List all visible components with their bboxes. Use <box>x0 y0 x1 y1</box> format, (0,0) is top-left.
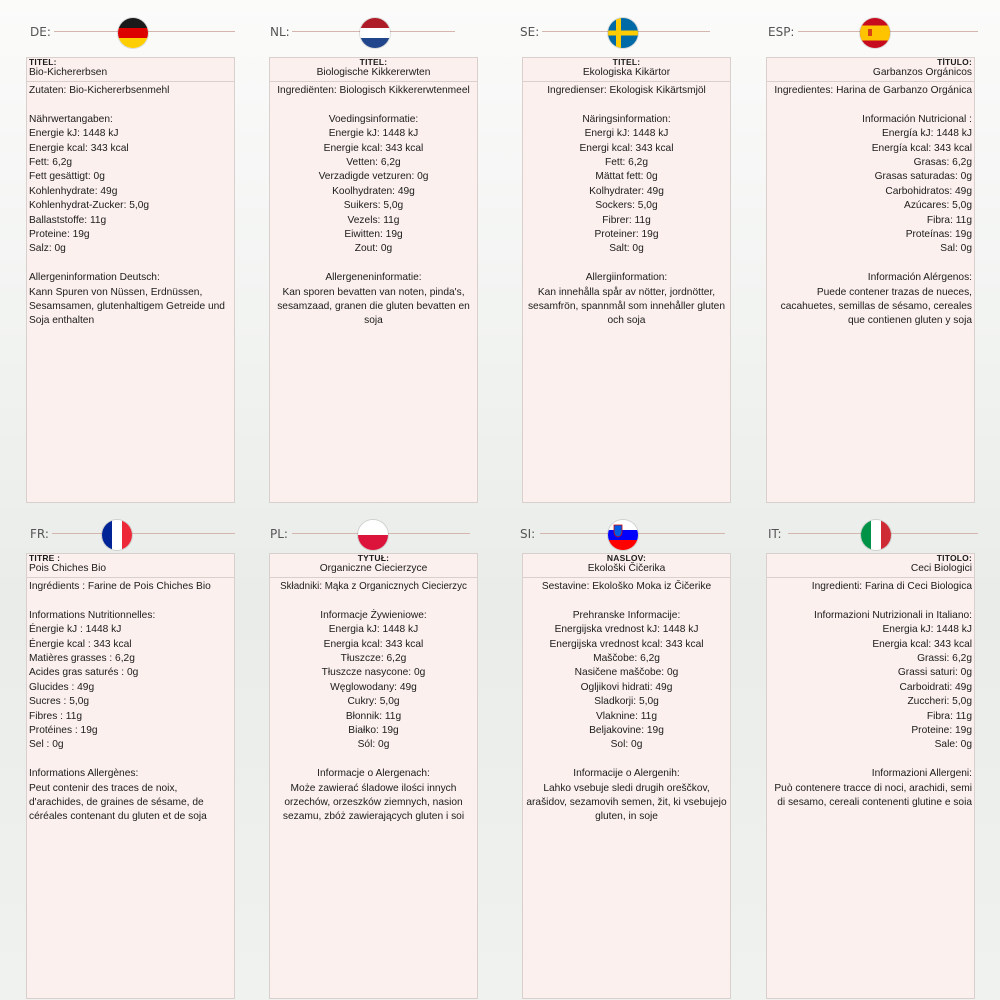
nutrition-line: Fett: 6,2g <box>604 157 649 169</box>
nutrition-line: Eiwitten: 19g <box>344 229 403 241</box>
nutrition-heading: Nährwertangaben: <box>29 113 113 125</box>
sweden-flag-icon <box>608 18 638 48</box>
allergen-text: Kan innehålla spår av nötter, jordnötter, sesamfrön, spannmål som innehåller gluten och soja <box>527 286 726 327</box>
ingredients: Zutaten: Bio-Kichererbsenmehl <box>29 85 170 96</box>
info-card-esp <box>766 57 975 503</box>
nutrition-line: Beljakovine: 19g <box>589 725 664 737</box>
poland-flag-icon <box>358 520 388 550</box>
allergen-text: Puede contener trazas de nueces, cacahuetes, semillas de sésamo, cereales que contienen gluten y soja <box>780 286 972 327</box>
nutrition-line: Énergie kJ : 1448 kJ <box>29 624 122 636</box>
nutrition-line: Kohlenhydrat-Zucker: 5,0g <box>29 200 150 212</box>
title-label: TITRE : <box>29 553 61 563</box>
nutrition-line: Fibra: 11g <box>926 214 972 226</box>
allergen-heading: Allergiinformation: <box>585 272 668 284</box>
nutrition-line: Sale: 0g <box>934 739 972 751</box>
product-title: Ekologiska Kikärtor <box>523 66 730 82</box>
header-se <box>520 18 710 52</box>
ingredients: Ingredienti: Farina di Ceci Biologica <box>811 581 972 592</box>
header-de <box>30 18 235 52</box>
language-code: SI: <box>520 527 536 541</box>
nutrition-heading: Informazioni Nutrizionali in Italiano: <box>814 609 972 621</box>
header-esp <box>768 18 978 52</box>
title-label: TITEL: <box>29 57 57 67</box>
nutrition-heading: Informacje Żywieniowe: <box>320 609 427 621</box>
header-fr <box>30 520 235 554</box>
nutrition-line: Energie kJ: 1448 kJ <box>328 128 419 140</box>
nutrition-line: Fibrer: 11g <box>602 214 651 226</box>
allergen-heading: Allergeninformation Deutsch: <box>29 272 160 284</box>
nutrition-line: Maščobe: 6,2g <box>593 653 660 665</box>
product-title: Garbanzos Orgánicos <box>767 66 974 82</box>
nutrition-heading: Informations Nutritionnelles: <box>29 609 156 621</box>
nutrition-line: Białko: 19g <box>348 725 399 737</box>
nutrition-heading: Näringsinformation: <box>582 113 671 125</box>
nutrition-line: Salt: 0g <box>609 243 644 255</box>
nutrition-line: Energia kcal: 343 kcal <box>872 638 972 650</box>
language-code: ESP: <box>768 25 795 39</box>
nutrition-line: Fett gesättigt: 0g <box>29 171 105 183</box>
info-card-it <box>766 553 975 999</box>
header-it <box>768 520 978 554</box>
italy-flag-icon <box>861 520 891 550</box>
nutrition-line: Fett: 6,2g <box>29 157 73 169</box>
product-title: Biologische Kikkererwten <box>270 66 477 82</box>
allergen-text: Kan sporen bevatten van noten, pinda's, sesamzaad, granen die gluten bevatten en soja <box>277 286 470 327</box>
allergen-heading: Informations Allergènes: <box>29 768 139 780</box>
product-title: Ceci Biologici <box>767 562 974 578</box>
nutrition-line: Cukry: 5,0g <box>347 696 400 708</box>
nutrition-line: Protéines : 19g <box>29 725 98 737</box>
nutrition-line: Grasas: 6,2g <box>913 157 972 169</box>
ingredients: Ingrédients : Farine de Pois Chiches Bio <box>29 581 211 592</box>
nutrition-line: Grasas saturadas: 0g <box>874 171 972 183</box>
nutrition-line: Proteine: 19g <box>911 725 972 737</box>
language-code: SE: <box>520 25 540 39</box>
allergen-text: Peut contenir des traces de noix, d'arachides, de graines de sésame, de céréales contenant du gluten et de soja <box>29 782 207 823</box>
nutrition-line: Sól: 0g <box>357 739 390 751</box>
nutrition-line: Sel : 0g <box>29 739 64 751</box>
nutrition-line: Azúcares: 5,0g <box>904 200 972 212</box>
nutrition-line: Salz: 0g <box>29 243 66 255</box>
germany-flag-icon <box>118 18 148 48</box>
language-code: PL: <box>270 527 288 541</box>
allergen-heading: Informacje o Alergenach: <box>317 768 430 780</box>
nutrition-line: Energía kJ: 1448 kJ <box>881 128 972 140</box>
title-label: TITOLO: <box>936 553 972 563</box>
ingredients: Składniki: Mąka z Organicznych Ciecierzyc <box>280 581 467 592</box>
nutrition-line: Proteine: 19g <box>29 229 90 241</box>
product-title: Bio-Kichererbsen <box>27 66 234 82</box>
nutrition-line: Matières grasses : 6,2g <box>29 653 135 665</box>
nutrition-line: Fibra: 11g <box>926 710 972 722</box>
info-card-nl <box>269 57 478 503</box>
info-card-fr <box>26 553 235 999</box>
language-code: IT: <box>768 527 782 541</box>
language-code: DE: <box>30 25 51 39</box>
nutrition-line: Kohlenhydrate: 49g <box>29 185 118 197</box>
product-title: Pois Chiches Bio <box>27 562 234 578</box>
info-card-si <box>522 553 731 999</box>
product-title: Ekološki Čičerika <box>523 562 730 578</box>
nutrition-line: Zuccheri: 5,0g <box>907 696 972 708</box>
nutrition-line: Sol: 0g <box>610 739 643 751</box>
nutrition-line: Energie kcal: 343 kcal <box>29 142 129 154</box>
info-card-se <box>522 57 731 503</box>
nutrition-line: Vlaknine: 11g <box>596 710 657 722</box>
nutrition-line: Energi kcal: 343 kcal <box>579 142 674 154</box>
allergen-text: Może zawierać śladowe ilości innych orzechów, orzeszków ziemnych, nasion sezamu, zbóż zawierających gluten i soi <box>282 782 465 823</box>
nutrition-line: Zout: 0g <box>354 243 393 255</box>
nutrition-line: Énergie kcal : 343 kcal <box>29 638 132 650</box>
nutrition-line: Tłuszcze: 6,2g <box>340 653 407 665</box>
nutrition-line: Nasičene maščobe: 0g <box>574 667 679 679</box>
divider <box>52 533 235 534</box>
nutrition-line: Verzadigde vetzuren: 0g <box>318 171 429 183</box>
nutrition-line: Proteínas: 19g <box>905 229 972 241</box>
nutrition-line: Vezels: 11g <box>347 214 400 226</box>
nutrition-line: Koolhydraten: 49g <box>332 185 415 197</box>
nutrition-line: Energie kJ: 1448 kJ <box>29 128 119 140</box>
nutrition-line: Ballaststoffe: 11g <box>29 214 107 226</box>
nutrition-line: Glucides : 49g <box>29 681 95 693</box>
nutrition-line: Grassi saturi: 0g <box>897 667 972 679</box>
slovenia-flag-icon <box>608 520 638 550</box>
nutrition-line: Energia kJ: 1448 kJ <box>882 624 972 636</box>
nutrition-line: Grassi: 6,2g <box>917 653 972 665</box>
nutrition-line: Fibres : 11g <box>29 710 83 722</box>
nutrition-line: Vetten: 6,2g <box>346 157 401 169</box>
allergen-heading: Información Alérgenos: <box>867 272 972 284</box>
title-label: NASLOV: <box>606 553 647 563</box>
nutrition-line: Ogljikovi hidrati: 49g <box>580 681 673 693</box>
netherlands-flag-icon <box>360 18 390 48</box>
allergen-text: Può contenere tracce di noci, arachidi, semi di sesamo, cereali contenenti glutine e soia <box>774 782 972 809</box>
nutrition-line: Energijska vrednost kcal: 343 kcal <box>549 638 704 650</box>
nutrition-line: Energia kJ: 1448 kJ <box>328 624 419 636</box>
spain-flag-icon <box>860 18 890 48</box>
nutrition-line: Proteiner: 19g <box>594 229 659 241</box>
allergen-text: Lahko vsebuje sledi drugih oreščkov, arašidov, sezamovih semen, žit, ki vsebujejo gluten, in soje <box>526 782 727 823</box>
nutrition-line: Węglowodany: 49g <box>330 681 417 693</box>
nutrition-heading: Prehranske Informacije: <box>572 609 681 621</box>
nutrition-line: Energia kcal: 343 kcal <box>323 638 424 650</box>
allergen-text: Kann Spuren von Nüssen, Erdnüssen, Sesamsamen, glutenhaltigem Getreide und Soja enthalten <box>29 286 225 327</box>
title-label: TYTUŁ: <box>357 553 390 563</box>
nutrition-line: Carbohidratos: 49g <box>885 185 972 197</box>
header-pl <box>270 520 470 554</box>
nutrition-line: Sladkorji: 5,0g <box>594 696 659 708</box>
ingredients: Sestavine: Ekološko Moka iz Čičerike <box>541 581 712 592</box>
nutrition-line: Sockers: 5,0g <box>595 200 658 212</box>
language-code: FR: <box>30 527 49 541</box>
nutrition-heading: Voedingsinformatie: <box>328 113 419 125</box>
nutrition-line: Tłuszcze nasycone: 0g <box>321 667 426 679</box>
allergen-heading: Informacije o Alergenih: <box>573 768 680 780</box>
header-nl <box>270 18 455 52</box>
language-code: NL: <box>270 25 290 39</box>
info-card-de <box>26 57 235 503</box>
product-title: Organiczne Ciecierzyce <box>270 562 477 578</box>
nutrition-line: Energijska vrednost kJ: 1448 kJ <box>554 624 699 636</box>
title-label: TITEL: <box>612 57 641 67</box>
ingredients: Ingredienser: Ekologisk Kikärtsmjöl <box>547 85 706 96</box>
nutrition-line: Błonnik: 11g <box>345 710 402 722</box>
header-si <box>520 520 725 554</box>
nutrition-line: Energía kcal: 343 kcal <box>871 142 972 154</box>
nutrition-line: Mättat fett: 0g <box>595 171 658 183</box>
nutrition-line: Suikers: 5,0g <box>343 200 404 212</box>
title-label: TÍTULO: <box>937 57 972 67</box>
info-card-pl <box>269 553 478 999</box>
nutrition-line: Sal: 0g <box>940 243 972 255</box>
nutrition-line: Acides gras saturés : 0g <box>29 667 139 679</box>
nutrition-line: Energie kcal: 343 kcal <box>323 142 424 154</box>
nutrition-heading: Información Nutricional : <box>862 113 972 125</box>
title-label: TITEL: <box>359 57 388 67</box>
allergen-heading: Allergeneninformatie: <box>325 272 422 284</box>
nutrition-line: Sucres : 5,0g <box>29 696 90 708</box>
ingredients: Ingredientes: Harina de Garbanzo Orgánica <box>774 85 972 96</box>
nutrition-line: Energi kJ: 1448 kJ <box>584 128 669 140</box>
allergen-heading: Informazioni Allergeni: <box>871 768 972 780</box>
france-flag-icon <box>102 520 132 550</box>
nutrition-line: Carboidrati: 49g <box>899 681 972 693</box>
ingredients: Ingrediënten: Biologisch Kikkererwtenmeel <box>277 85 470 96</box>
nutrition-line: Kolhydrater: 49g <box>589 185 664 197</box>
